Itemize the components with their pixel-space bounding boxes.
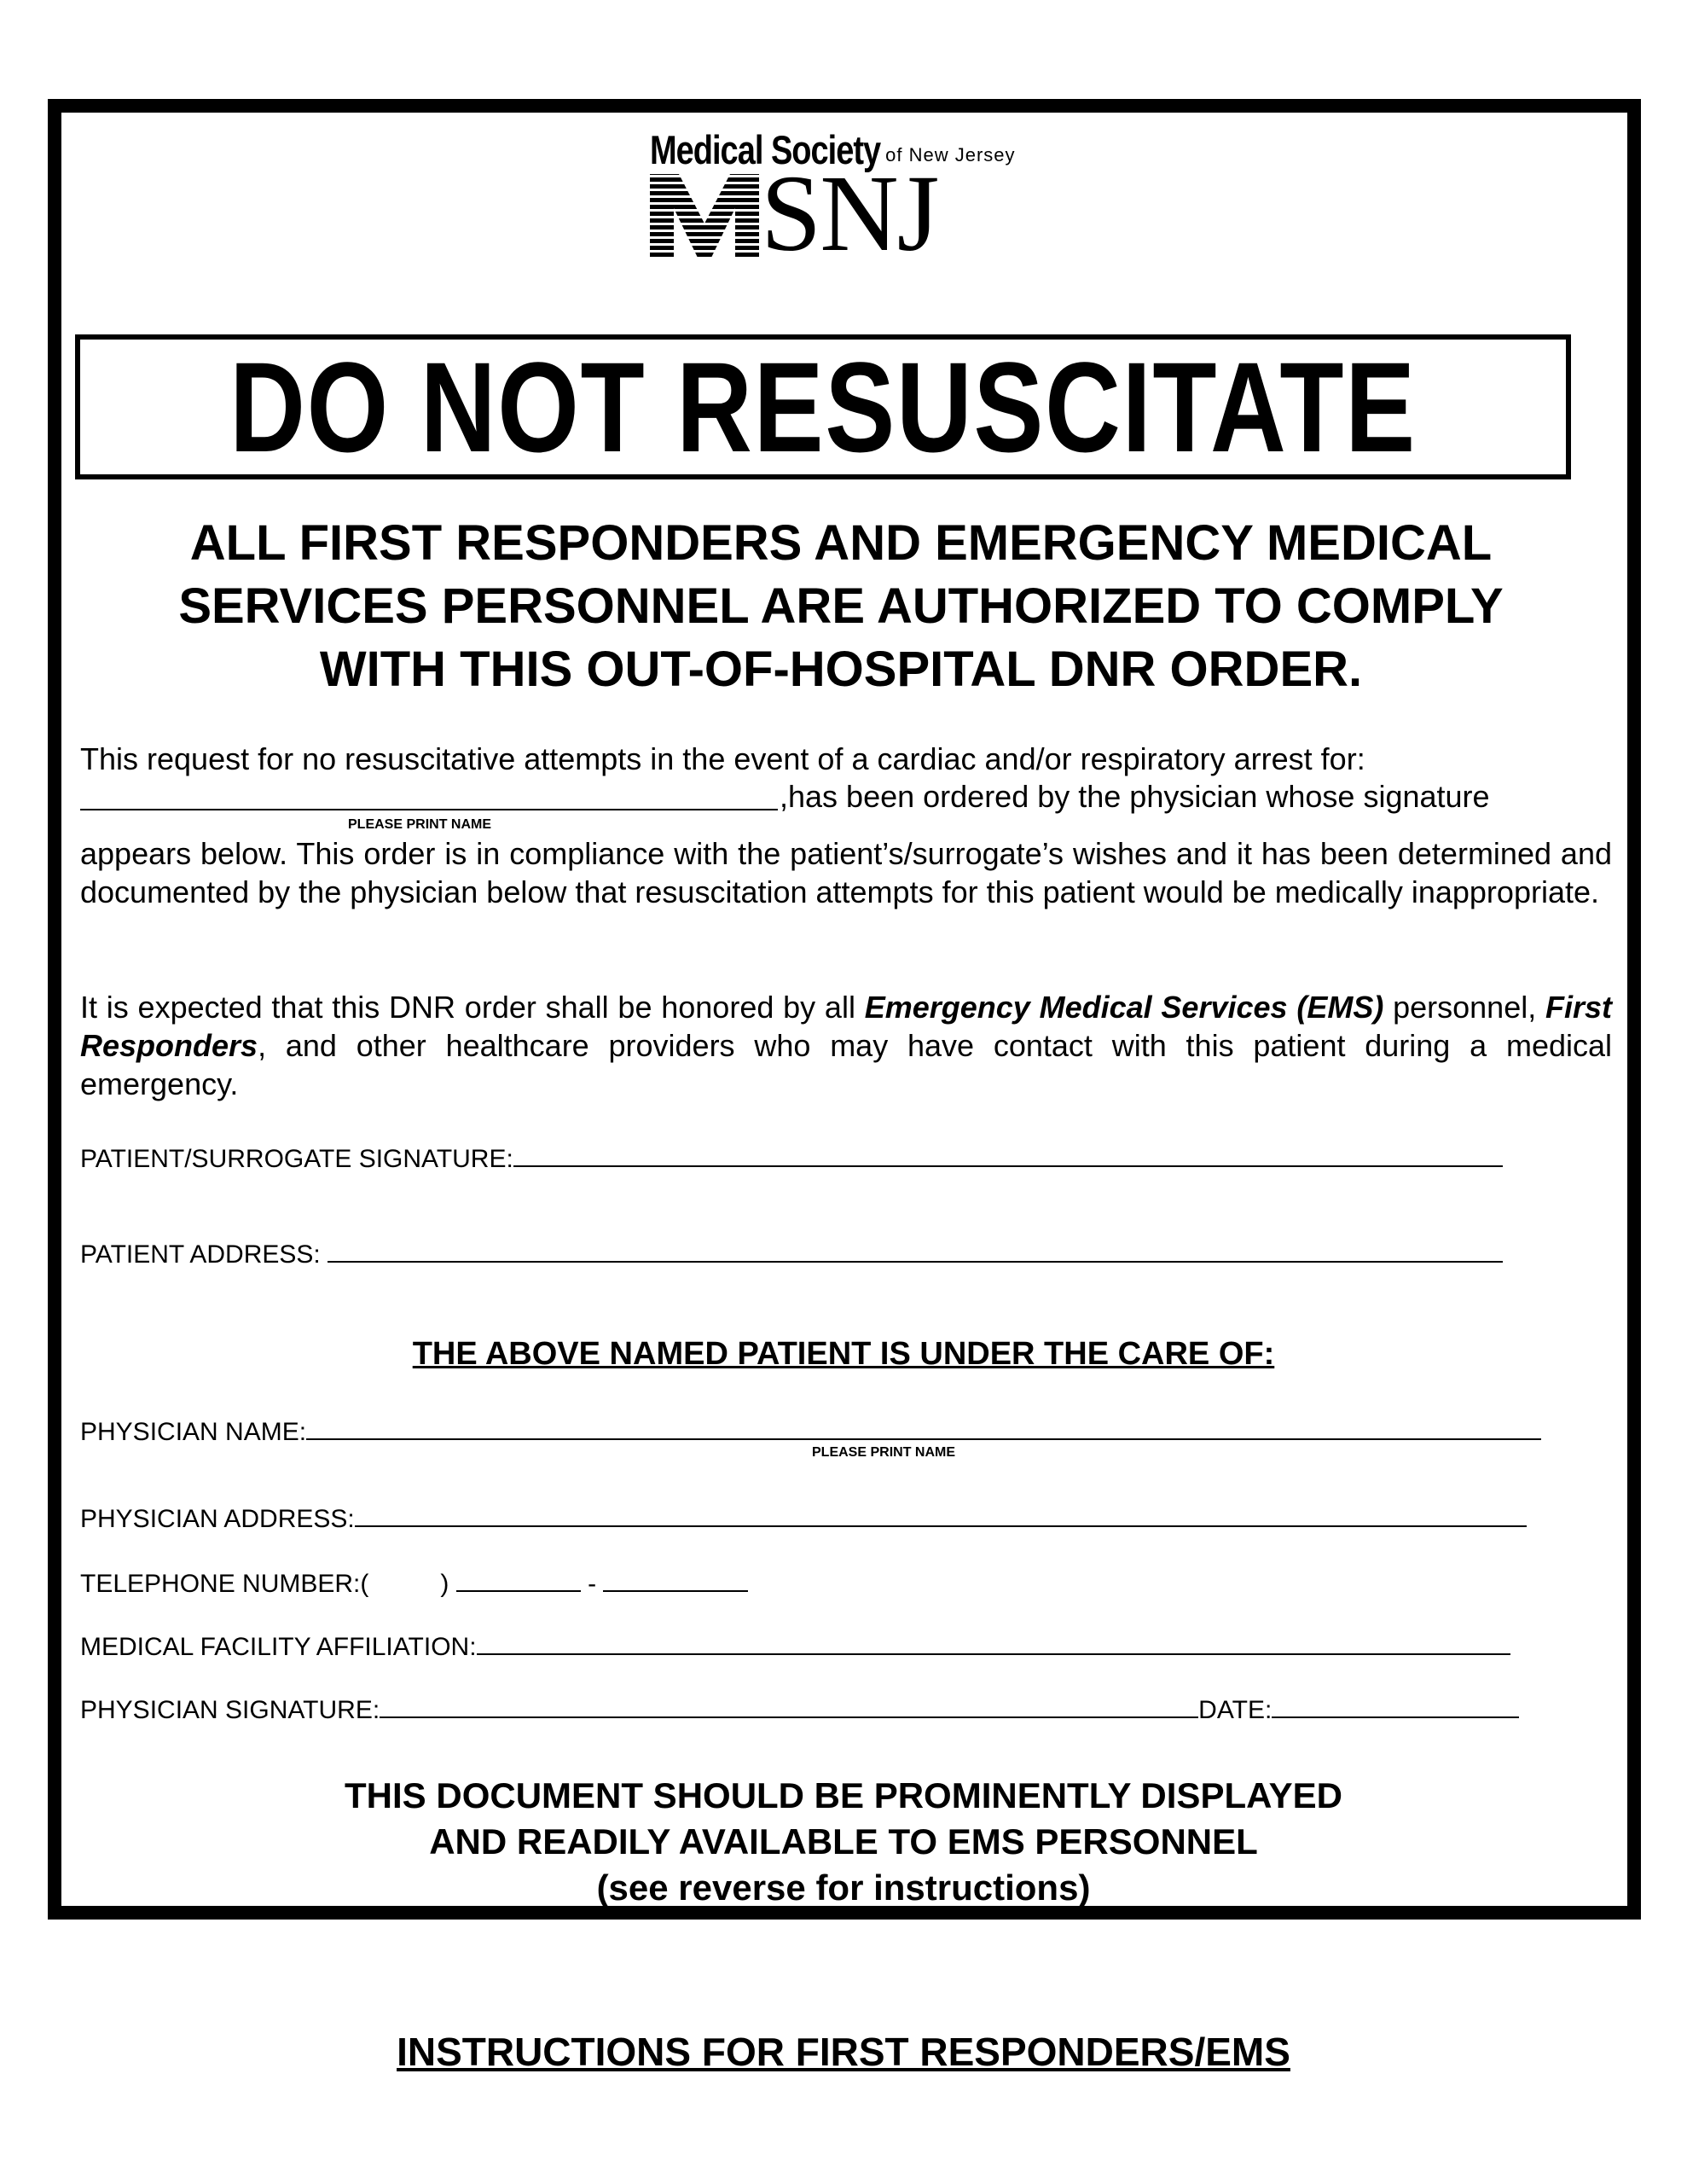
request-continuation: appears below. This order is in compliance with the patient’s/surrogate’s wishes and it has been determined and documented by the physician below that resuscitation attempts for this patient would be medically inappropriate. xyxy=(80,836,1612,909)
request-line-1: This request for no resuscitative attempts in the event of a cardiac and/or respiratory arrest for: xyxy=(80,741,1365,776)
physician-address-label: PHYSICIAN ADDRESS: xyxy=(80,1505,355,1533)
physician-signature-row xyxy=(80,1693,1519,1726)
display-notice-line-3: (see reverse for instructions) xyxy=(596,1867,1091,1908)
patient-address-field[interactable] xyxy=(328,1237,1503,1263)
expectation-first-responders: First Responders xyxy=(80,990,1613,1063)
facility-field[interactable] xyxy=(477,1629,1510,1655)
physician-name-field[interactable] xyxy=(306,1414,1541,1440)
care-heading: THE ABOVE NAMED PATIENT IS UNDER THE CARE OF: xyxy=(412,1336,1275,1372)
telephone-row xyxy=(80,1566,748,1600)
logo-striped-m-icon xyxy=(650,171,759,259)
expectation-text-1: It is expected that this DNR order shall be honored by all xyxy=(80,990,865,1025)
telephone-line-field[interactable] xyxy=(603,1566,748,1592)
physician-print-name-label: PLEASE PRINT NAME xyxy=(812,1445,956,1460)
patient-signature-field[interactable] xyxy=(513,1141,1503,1167)
physician-address-field[interactable] xyxy=(355,1502,1527,1527)
request-ordered-text: ,has been ordered by the physician whose signature xyxy=(780,779,1490,814)
patient-print-name-label: PLEASE PRINT NAME xyxy=(348,817,492,832)
physician-signature-field[interactable] xyxy=(380,1693,1198,1718)
date-field[interactable] xyxy=(1272,1693,1519,1718)
patient-address-label: PATIENT ADDRESS: xyxy=(80,1240,328,1269)
physician-name-label: PHYSICIAN NAME: xyxy=(80,1418,307,1446)
display-notice-line-2: AND READILY AVAILABLE TO EMS PERSONNEL xyxy=(429,1821,1258,1862)
telephone-label: TELEPHONE NUMBER:( xyxy=(80,1570,369,1598)
telephone-dash: - xyxy=(588,1570,597,1598)
expectation-text-2: personnel, xyxy=(1383,990,1545,1025)
patient-address-row xyxy=(80,1237,1503,1270)
page-title: DO NOT RESUSCITATE xyxy=(229,335,1417,479)
expectation-ems: Emergency Medical Services (EMS) xyxy=(864,990,1384,1025)
logo-medical-society: Medical Society xyxy=(650,128,881,174)
logo-snj-letters: SNJ xyxy=(761,153,938,274)
instructions-heading: INSTRUCTIONS FOR FIRST RESPONDERS/EMS xyxy=(397,2030,1290,2074)
patient-name-field[interactable] xyxy=(80,778,778,810)
date-label: DATE: xyxy=(1198,1696,1272,1724)
physician-name-row xyxy=(80,1414,1541,1448)
telephone-prefix-field[interactable] xyxy=(456,1566,581,1592)
authorization-statement xyxy=(82,512,1600,701)
telephone-close-paren: ) xyxy=(440,1570,449,1598)
expectation-paragraph xyxy=(80,988,1612,1103)
authorization-line-2: SERVICES PERSONNEL ARE AUTHORIZED TO COMPLY xyxy=(178,578,1504,634)
authorization-line-3: WITH THIS OUT-OF-HOSPITAL DNR ORDER. xyxy=(319,642,1363,697)
expectation-text-3: , and other healthcare providers who may have contact with this patient during a medical emergency. xyxy=(80,1028,1612,1101)
physician-signature-label: PHYSICIAN SIGNATURE: xyxy=(80,1696,380,1724)
physician-address-row xyxy=(80,1502,1527,1535)
facility-row xyxy=(80,1629,1510,1663)
display-notice-line-1: THIS DOCUMENT SHOULD BE PROMINENTLY DISPLAYED xyxy=(345,1775,1342,1815)
patient-signature-row xyxy=(80,1141,1503,1175)
facility-label: MEDICAL FACILITY AFFILIATION: xyxy=(80,1633,477,1661)
patient-signature-label: PATIENT/SURROGATE SIGNATURE: xyxy=(80,1145,513,1173)
logo-of-new-jersey: of New Jersey xyxy=(885,144,1016,166)
display-notice xyxy=(0,1773,1687,1911)
authorization-line-1: ALL FIRST RESPONDERS AND EMERGENCY MEDICAL xyxy=(189,515,1493,571)
